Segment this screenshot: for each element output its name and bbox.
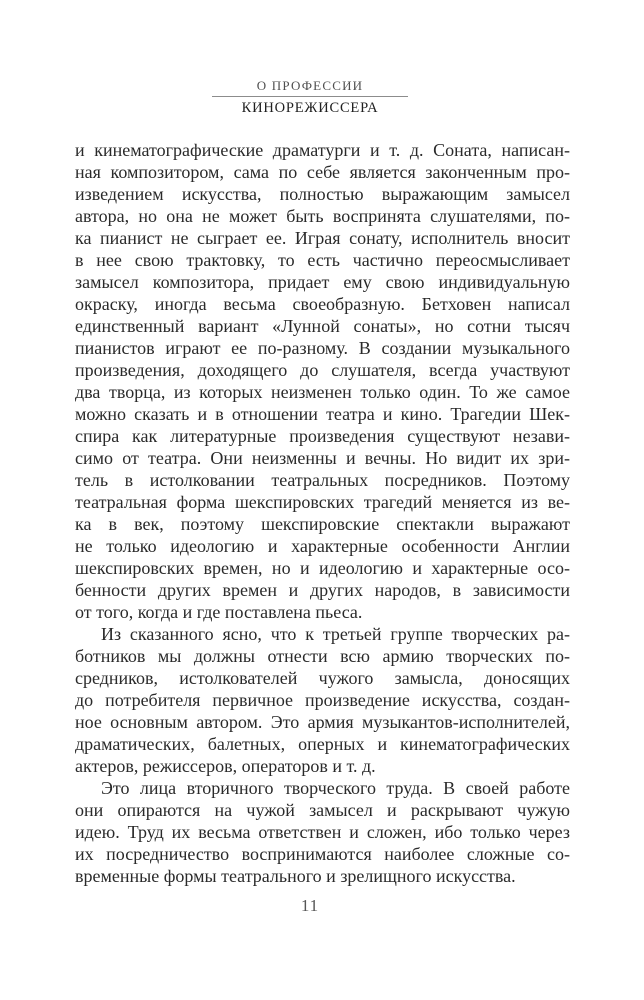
text-line: два творца, из которых неизменен только один. То же самое (75, 382, 570, 402)
text-line: ное основным автором. Это армия музыкантов-исполнителей, (75, 712, 570, 732)
running-head-series-title: О ПРОФЕССИИ (256, 78, 364, 93)
text-line: не только идеологию и характерные особенности Англии (75, 536, 570, 556)
text-line: тель в истолковании театральных посредников. Поэтому (75, 470, 570, 490)
text-line: театральная форма шекспировских трагедий меняется из ве- (75, 492, 570, 512)
text-line: от того, когда и где поставлена пьеса. (75, 602, 363, 622)
text-line: единственный вариант «Лунной сонаты», но сотни тысяч (75, 316, 570, 336)
text-line: замысел композитора, придает ему свою индивидуальную (75, 272, 570, 292)
text-line: изведением искусства, полностью выражающим замысел (75, 184, 570, 204)
text-line: драматических, балетных, оперных и кинематографических (75, 734, 570, 754)
page-number: 11 (300, 896, 320, 915)
text-line: спира как литературные произведения существуют незави- (75, 426, 570, 446)
text-line: Из сказанного ясно, что к третьей группе творческих ра- (101, 624, 570, 644)
text-line: идею. Труд их весьма ответствен и сложен, ибо только через (75, 822, 570, 842)
text-line: пианистов играют ее по-разному. В создании музыкального (75, 338, 570, 358)
text-line: окраску, иногда весьма своеобразную. Бетховен написал (75, 294, 570, 314)
text-line: произведения, доходящего до слушателя, всегда участвуют (75, 360, 570, 380)
text-line: актеров, режиссеров, операторов и т. д. (75, 756, 376, 776)
text-line: их посредничество воспринимаются наиболее сложные со- (75, 844, 570, 864)
text-line: автора, но она не может быть воспринята слушателями, по- (75, 206, 570, 226)
text-line: в нее свою трактовку, то есть частично переосмысливает (75, 250, 570, 270)
text-line: средников, истолкователей чужого замысла, доносящих (75, 668, 570, 688)
text-line: до потребителя первичное произведение искусства, создан- (75, 690, 570, 710)
text-line: ка пианист не сыграет ее. Играя сонату, исполнитель вносит (75, 228, 570, 248)
running-head-rule (212, 96, 408, 97)
running-head (0, 79, 620, 117)
page-body (75, 139, 570, 887)
text-line: они опираются на чужой замысел и раскрывают чужую (75, 800, 570, 820)
text-line: и кинематографические драматурги и т. д. Соната, написан- (75, 140, 570, 160)
text-line: шекспировских времен, но и идеологию и характерные осо- (75, 558, 570, 578)
text-line: можно сказать и в отношении театра и кино. Трагедии Шек- (75, 404, 570, 424)
running-head-chapter-title: КИНОРЕЖИССЕРА (241, 100, 379, 116)
text-line: ная композитором, сама по себе является законченным про- (75, 162, 570, 182)
text-line: бенности других времен и других народов, в зависимости (75, 580, 570, 600)
text-line: ботников мы должны отнести всю армию творческих по- (75, 646, 570, 666)
text-line: временные формы театрального и зрелищного искусства. (75, 866, 516, 886)
text-line: симо от театра. Они неизменны и вечны. Но видит их зри- (75, 448, 570, 468)
text-line: ка в век, поэтому шекспировские спектакли выражают (75, 514, 570, 534)
text-line: Это лица вторичного творческого труда. В своей работе (101, 778, 570, 798)
